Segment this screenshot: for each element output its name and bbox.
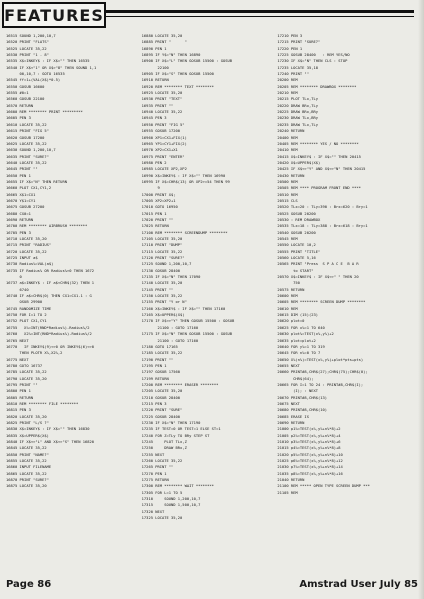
code-line: 20675 NEXT bbox=[277, 401, 300, 406]
code-line: 16870 PRINT "SURE?" bbox=[6, 478, 49, 483]
code-line: 16655 IF X$="N" THEN RETURN bbox=[6, 179, 67, 184]
listing-column-2 bbox=[142, 33, 273, 573]
section-title: FEATURES bbox=[2, 2, 106, 28]
code-line: 20230 DRAW TLx,BRy bbox=[277, 116, 318, 121]
code-line: 20615 DIM (15)(23) bbox=[277, 313, 318, 318]
code-line: 17150 LOCATE 35,22 bbox=[141, 294, 183, 299]
code-line: 16520 PRINT "FLATS" bbox=[6, 40, 49, 45]
code-line: 20560 LOCATE 5,16 bbox=[277, 256, 316, 261]
code-line: 17265 PRINT "" bbox=[141, 465, 174, 470]
code-line: 16795 PRINT "" bbox=[6, 382, 38, 387]
code-line: 20235 DRAW TLx,TLy bbox=[277, 122, 318, 127]
code-line: 17230 IF X$="N" THEN CLS : STOP bbox=[277, 59, 348, 64]
code-line: 21005 p2%=TEST(x%,y%+n%*8)+4 bbox=[277, 433, 341, 438]
code-line: 16850 PRINT "NAME?" bbox=[6, 452, 49, 457]
code-line: 20570 X$=INKEY$ : IF X$<>" " THEN 20 bbox=[277, 275, 359, 280]
code-line: 17199 RETURN bbox=[141, 376, 169, 381]
code-line: 16705 PEN 3 bbox=[6, 230, 31, 235]
code-line: 20555 PRINT "TITLE" bbox=[277, 249, 321, 254]
code-line: 16980 PEN 2 bbox=[141, 160, 167, 165]
code-line: 16650 PEN 1 bbox=[6, 173, 31, 178]
code-line: 16820 LOCATE 35,20 bbox=[6, 414, 47, 419]
code-line: 16600 REM ******** PRINT ********* bbox=[6, 110, 83, 115]
code-line: 16840 IF X$<>"L" AND X$<>"S" THEN 16820 bbox=[6, 440, 95, 444]
code-line: 16710 LOCATE 35,20 bbox=[6, 237, 47, 241]
code-line: 16865 LOCATE 35,22 bbox=[6, 471, 47, 476]
code-line: 16675 GOSUB 27200 bbox=[6, 205, 45, 210]
code-line: 20205 REM ******** DRAWBOX ******** bbox=[277, 84, 357, 89]
code-line: 16825 PRINT "L/S ?" bbox=[6, 420, 49, 425]
code-line: 20610 REM bbox=[277, 306, 298, 311]
code-line: 16770 IF INKEY$(9)<>0 OR INKEY$(6)<>0 bbox=[6, 344, 95, 349]
code-line: 16890 PEN 1 bbox=[141, 46, 167, 51]
code-line: 9 bbox=[141, 186, 160, 191]
code-line: 0 bbox=[6, 275, 22, 280]
code-line: 16785 LOCATE 35,22 bbox=[6, 370, 47, 375]
code-line: 20420 X$=UPPER$(X$) bbox=[277, 160, 321, 165]
code-line: 16920 REM ******** TEXT ******** bbox=[141, 84, 214, 89]
code-line: 00,10,7 : GOTO 16535 bbox=[6, 72, 65, 77]
code-line: 16745 RANDOMIZE TIME bbox=[6, 306, 52, 311]
code-line: 20680 PRINT#8,CHR$(10) bbox=[277, 408, 328, 413]
code-line: 20645 FOR n%=0 TO 7 bbox=[277, 351, 321, 356]
code-line: 16635 PRINT "SURE?" bbox=[6, 154, 49, 159]
code-line: 16730 Radius%=VAL(a$) bbox=[6, 262, 54, 267]
code-line: 20620 plot=0 bbox=[277, 319, 305, 324]
code-line: 17245 PLOT TLx,Z bbox=[141, 440, 187, 444]
code-line: 20210 REM bbox=[277, 91, 298, 96]
code-line: 17197 GOSUB 17560 bbox=[141, 370, 181, 375]
code-line: 21015 p4%=TEST(x%,y%+n%*8)+8 bbox=[277, 446, 341, 451]
code-line: 20630 plot%=TEST(x%,y%)+2 bbox=[277, 332, 334, 337]
code-line: 21040 RETURN bbox=[277, 478, 305, 483]
code-line: 16640 LOCATE 35,22 bbox=[6, 160, 47, 165]
code-line: 20215 PLOT TLx,TLy bbox=[277, 97, 318, 102]
code-line: 16800 PEN 1 bbox=[6, 389, 31, 394]
code-line: 20600 REM bbox=[277, 294, 298, 299]
code-line: 21025 p6%=TEST(x%,y%+n%*8)+12 bbox=[277, 459, 343, 464]
code-line: 16737 a$=INKEY$ : IF a$<CHR$(32) THEN 1 bbox=[6, 281, 95, 286]
code-line: 16995 IF X$=CHR$(13) OR XP2>=54 THEN 99 bbox=[141, 179, 230, 184]
code-line: 16895 IF Y$="N" THEN 16890 bbox=[141, 53, 201, 58]
code-line: 21105 REM bbox=[277, 490, 298, 495]
code-line: 16755 X%=INT(RND*Radius%)-Radius%/2 bbox=[6, 325, 90, 330]
code-line: 17130 GOSUB 28400 bbox=[141, 268, 181, 273]
code-line: 20400 REM bbox=[277, 135, 298, 140]
code-line: (I); : NEXT bbox=[277, 389, 318, 394]
code-line: 17270 PEN 1 bbox=[141, 471, 167, 476]
code-line: 17015 PEN 1 bbox=[141, 211, 167, 216]
code-line: 20670 PRINT#8,CHR$(13) bbox=[277, 395, 328, 400]
code-line: 16805 RETURN bbox=[6, 395, 34, 400]
code-line: 17100 REM ******** SCREENDUMP ******** bbox=[141, 230, 228, 235]
code-line: 16540 IF X$<"1" OR X$>"8" THEN SOUND 1,1 bbox=[6, 65, 97, 70]
code-line: 17235 LOCATE 35,18 bbox=[277, 65, 318, 70]
code-line: 17185 LOCATE 35,22 bbox=[141, 351, 183, 356]
code-line: 17005 XP2=XP2+1 bbox=[141, 198, 176, 203]
header-rule-thin bbox=[106, 16, 414, 17]
code-line: 17120 PRINT "SURE?" bbox=[141, 256, 185, 261]
code-line: 17230 IF X$="N" THEN 17190 bbox=[141, 420, 201, 425]
code-line: 16910 RETURN bbox=[141, 78, 169, 83]
code-line: 17000 PRINT X$; bbox=[141, 192, 176, 197]
code-line: 16525 LOCATE 35,22 bbox=[6, 46, 47, 51]
code-line: 17175 IF X$="N" THEN GOSUB 15500 : GOSUB bbox=[141, 332, 232, 337]
code-line: 16925 LOCATE 35,20 bbox=[141, 91, 183, 96]
code-line: 16765 NEXT bbox=[6, 338, 29, 343]
code-line: 16700 REM ******** AIRBRUSH ******** bbox=[6, 224, 88, 229]
code-line: 17220 PEN 1 bbox=[277, 46, 303, 51]
code-line: 20550 LOCATE 10,2 bbox=[277, 243, 316, 248]
code-line: 16750 FOR I=1 TO 2 bbox=[6, 313, 47, 318]
code-line: 17300 REM ******** WAIT ******** bbox=[141, 484, 214, 489]
code-line: 17010 GOTO 16950 bbox=[141, 205, 178, 210]
code-line: 16875 LOCATE 35,20 bbox=[6, 484, 47, 489]
code-line: 21000 p1%=TEST(x%,y%+n%*8)+2 bbox=[277, 427, 341, 432]
code-line: 16715 PRINT "RADIUS" bbox=[6, 243, 52, 248]
code-line: 21100 : GOTO 17160 bbox=[141, 325, 199, 330]
code-line: 20520 TLx=20 : TLy=390 : Brx=620 : Bry=1 bbox=[277, 205, 368, 210]
code-line: 20200 REM bbox=[277, 78, 298, 83]
code-line: 20240 RETURN bbox=[277, 129, 305, 134]
code-line: 16810 REM ******** FILE ******** bbox=[6, 401, 79, 406]
code-line: 17220 PRINT "SURE" bbox=[141, 408, 183, 413]
code-line: 20500 REM bbox=[277, 179, 298, 184]
page-footer bbox=[6, 579, 418, 593]
code-line: 17140 LOCATE 35,20 bbox=[141, 281, 183, 286]
header-rule bbox=[106, 10, 414, 13]
code-line: 20525 GOSUB 20200 bbox=[277, 211, 316, 216]
code-line: 16760 X2%=INT(RND*Radius%)-Radius%/2 bbox=[6, 332, 92, 337]
code-line: 21100 : GOTO 17160 bbox=[141, 338, 199, 343]
code-line: CHR$(64); bbox=[277, 376, 314, 381]
code-line: 17195 PEN 1 bbox=[141, 363, 167, 368]
code-line: 16855 LOCATE 35,22 bbox=[6, 459, 47, 464]
code-line: 17190 PRINT "" bbox=[141, 357, 174, 362]
code-line: 16645 PRINT "" bbox=[6, 167, 38, 172]
code-line: 16775 NEXT bbox=[6, 357, 29, 362]
code-line: 16905 IF X$="S" THEN GOSUB 15500 bbox=[141, 72, 214, 77]
code-line: 16885 PRINT " " bbox=[141, 40, 187, 45]
code-line: 16835 X$=UPPER$(X$) bbox=[6, 433, 49, 438]
code-line: 16860 INPUT FILENAME bbox=[6, 465, 52, 470]
code-line: 20605 REM ******** SCREEN DUMP ******** bbox=[277, 300, 366, 305]
code-line: 20225 DRAW BRx,BRy bbox=[277, 110, 318, 115]
code-line: 20650 X%(n%)=TEST(x%,y%)+plot*pts+pts) bbox=[277, 357, 364, 362]
code-line: 17275 RETURN bbox=[141, 478, 169, 483]
magazine-issue: Amstrad User July 85 bbox=[299, 579, 418, 590]
code-line: 21020 p5%=TEST(x%,y%+n%*8)+10 bbox=[277, 452, 343, 457]
code-line: 20635 plot=plot+2 bbox=[277, 338, 316, 343]
code-line: 16630 SOUND 1,200,10,7 bbox=[6, 148, 56, 153]
code-line: 17180 GOTO 17165 bbox=[141, 344, 178, 349]
code-line: 20410 REM bbox=[277, 148, 298, 153]
code-line: 20655 NEXT bbox=[277, 363, 300, 368]
code-line: 16880 LOCATE 35,20 bbox=[141, 34, 183, 38]
code-line: 20415 X$=INKEY$ : IF X$="" THEN 20415 bbox=[277, 154, 361, 159]
listing-column-3 bbox=[277, 33, 408, 573]
code-line: 20625 FOR x%=1 TO 640 bbox=[277, 325, 325, 330]
code-line: 20220 DRAW BRx,TLy bbox=[277, 103, 318, 108]
code-line: 750 bbox=[277, 281, 300, 286]
code-line: OSUB 29900 bbox=[6, 300, 43, 305]
code-line: 16615 PRINT "FIG 5" bbox=[6, 129, 49, 134]
code-line: 17315 SOUND 1,500,10,7 bbox=[141, 503, 201, 508]
code-line: 20405 REM ******** YES / NO ******** bbox=[277, 141, 359, 146]
code-line: 21010 p3%=TEST(x%,y%+n%*8)+6 bbox=[277, 440, 341, 444]
code-line: 16930 PRINT "TEXT" bbox=[141, 97, 183, 102]
code-line: 16780 GOTO 16737 bbox=[6, 363, 43, 368]
code-line: 16670 Y$1=CY1 bbox=[6, 198, 36, 203]
code-line: 16940 LOCATE 35,22 bbox=[141, 110, 183, 115]
code-line: 17210 PEN 3 bbox=[277, 34, 303, 38]
code-line: 21100 REM ***** OPEN TYPE SCREEN DUMP *** bbox=[277, 484, 370, 489]
code-line: 17255 NEXT bbox=[141, 452, 165, 457]
code-line: 16690 RETURN bbox=[6, 217, 34, 222]
page-edge-shadow bbox=[418, 0, 424, 599]
code-line: 17305 FOR L=1 TO 5 bbox=[141, 490, 183, 495]
code-line: 20575 RETURN bbox=[277, 287, 305, 292]
code-line: 16680 CX0=1 bbox=[6, 211, 31, 216]
code-line: 16620 GOSUB 17200 bbox=[6, 135, 45, 140]
code-line: 17115 LOCATE 35,22 bbox=[141, 249, 183, 254]
code-line: 20430 RETURN bbox=[277, 173, 305, 178]
code-line: 20535 TLx=18 : TLy=388 : Brx=618 : Bry=1 bbox=[277, 224, 368, 229]
code-line: 16965 YP1=CY1+FIX(2) bbox=[141, 141, 187, 146]
code-line: 17210 GOSUB 28400 bbox=[141, 395, 181, 400]
code-line: 17020 PRINT "" bbox=[141, 217, 174, 222]
code-line: 16515 SOUND 1,200,10,7 bbox=[6, 34, 56, 38]
code-line: 17225 GOSUB 28400 : REM YES/NO bbox=[277, 53, 350, 58]
code-line: 16960 XP1=CX1+FIX(1) bbox=[141, 135, 187, 140]
code-line: 16975 PRINT "ENTER" bbox=[141, 154, 185, 159]
code-line: 16990 X$=INKEY$ : IF X$="" THEN 16990 bbox=[141, 173, 226, 178]
code-line: 16535 X$=INKEY$ : IF X$="" THEN 16535 bbox=[6, 59, 90, 64]
code-line: to START" bbox=[277, 268, 314, 273]
code-line: 16605 PEN 3 bbox=[6, 116, 31, 121]
code-line: 22100 bbox=[141, 65, 169, 70]
code-line: 16830 X$=INKEY$ : IF X$="" THEN 16830 bbox=[6, 427, 90, 432]
section-header bbox=[2, 2, 414, 26]
code-line: 17135 IF X$="N" THEN 17090 bbox=[141, 275, 201, 280]
listing-columns bbox=[6, 33, 408, 573]
code-line: 16725 INPUT a$ bbox=[6, 256, 38, 261]
code-line: 21030 p7%=TEST(x%,y%+n%*8)+14 bbox=[277, 465, 343, 470]
code-line: 20640 FOR y%=1 TO 319 bbox=[277, 344, 325, 349]
code-line: 16950 PRINT "FIG 5" bbox=[141, 122, 185, 127]
code-line: 16740 IF a$=CHR$(0) THEN CX1=CX1-1 : G bbox=[6, 294, 92, 299]
code-line: 17170 IF X$<>"Y" THEN GOSUB 15500 : GOSUB bbox=[141, 319, 235, 324]
code-line: 16945 PEN 3 bbox=[141, 116, 167, 121]
code-line: 17240 FOR Z=TLy TO BRy STEP ST bbox=[141, 433, 210, 438]
listing-column-1 bbox=[6, 33, 137, 573]
code-line: 17325 LOCATE 35,20 bbox=[141, 516, 183, 521]
code-line: 20425 IF X$<>"Y" AND X$<>"N" THEN 20415 bbox=[277, 167, 366, 172]
code-line: 17215 PEN 3 bbox=[141, 401, 167, 406]
code-line: 16545 ff=1+(VAL(X$)*0.5) bbox=[6, 78, 61, 83]
code-line: 20690 RETURN bbox=[277, 420, 305, 425]
code-line: 16625 LOCATE 35,22 bbox=[6, 141, 47, 146]
page-number: Page 86 bbox=[6, 579, 52, 590]
code-line: 16720 LOCATE 35,22 bbox=[6, 249, 47, 254]
code-line: 17155 PRINT "Y or N" bbox=[141, 300, 187, 305]
code-line: 16610 LOCATE 35,22 bbox=[6, 122, 47, 127]
code-line: 16530 PRINT "1 - 8" bbox=[6, 53, 49, 58]
code-line: 17240 PRINT "" bbox=[277, 72, 309, 77]
code-line: 17160 X$=INKEY$ : IF X$="" THEN 17160 bbox=[141, 306, 226, 311]
code-line: 16815 PEN 3 bbox=[6, 408, 31, 413]
code-line: 17225 GOSUB 28400 bbox=[141, 414, 181, 419]
code-line: 16985 LOCATE XP2,XP2 bbox=[141, 167, 187, 172]
code-line: 17215 PRINT "SURE?" bbox=[277, 40, 321, 45]
code-line: 16752 PLOT CX1,CY1 bbox=[6, 319, 47, 324]
code-line: 16935 PRINT "" bbox=[141, 103, 174, 108]
code-line: 21035 p8%=TEST(x%,y%+n%*8)+16 bbox=[277, 471, 343, 476]
code-line: 17310 SOUND 1,200,10,7 bbox=[141, 497, 201, 502]
code-line: 16555 #0=1 bbox=[6, 91, 29, 96]
code-line: 16735 IF Radius% OR Radius%>0 THEN 1672 bbox=[6, 268, 95, 273]
code-line: 16550 GOSUB 16600 bbox=[6, 84, 45, 89]
code-line: 17235 IF TEST=0 OR TEST=1 ELSE ST=1 bbox=[141, 427, 221, 432]
code-line: 16970 XP2=CX1+X1 bbox=[141, 148, 178, 153]
code-line: 16665 X$1=CX1 bbox=[6, 192, 36, 197]
code-line: 17320 NEXT bbox=[141, 509, 165, 514]
code-line: 16900 IF X$="L" THEN GOSUB 15500 : GOSUB bbox=[141, 59, 232, 64]
code-line: 20565 PRINT "Press S P A C E B A R bbox=[277, 262, 359, 267]
code-line: 17025 RETURN bbox=[141, 224, 169, 229]
code-line: 20505 REM **** PROGRAM FRONT END **** bbox=[277, 186, 361, 191]
code-line: 16790 LOCATE 35,20 bbox=[6, 376, 47, 381]
code-line: 17165 X$=UPPER$(X$) bbox=[141, 313, 185, 318]
code-line: 6740 bbox=[6, 287, 29, 292]
code-line: 20545 REM bbox=[277, 237, 298, 241]
code-line: 20660 PRINT#8,CHR$(27);CHR$(75);CHR$(0); bbox=[277, 370, 368, 375]
code-line: 17145 PRINT "" bbox=[141, 287, 174, 292]
code-line: 20685 ERASE IS bbox=[277, 414, 309, 419]
code-line: 16955 GOSUB 17200 bbox=[141, 129, 181, 134]
code-line: 17200 REM ******** ERASER ******** bbox=[141, 382, 219, 387]
code-line: 17250 DRAW BRx,Z bbox=[141, 446, 187, 451]
code-line: THEN PLOTR X%,X2%,2 bbox=[6, 351, 63, 356]
code-line: 20515 CLS bbox=[277, 198, 298, 203]
code-line: 20510 REM bbox=[277, 192, 298, 197]
code-line: 17205 LOCATE 35,20 bbox=[141, 389, 183, 394]
code-line: 16660 PLOT CX1,CY1,2 bbox=[6, 186, 52, 191]
code-line: 20530 : REM DRAWBOX bbox=[277, 217, 321, 222]
code-line: 16570 RETURN bbox=[6, 103, 34, 108]
code-line: 17260 LOCATE 35,22 bbox=[141, 459, 183, 464]
code-line: 17125 SOUND 1,200,10,7 bbox=[141, 262, 192, 267]
code-line: 17110 PRINT "DUMP" bbox=[141, 243, 183, 248]
code-line: 16560 GOSUB 22100 bbox=[6, 97, 45, 102]
code-line: 16845 LOCATE 35,22 bbox=[6, 446, 47, 451]
code-line: 20540 GOSUB 20200 bbox=[277, 230, 316, 235]
code-line: 17105 LOCATE 35,20 bbox=[141, 237, 183, 241]
code-line: 20665 FOR I=1 TO 24 : PRINT#8,CHR$(I); bbox=[277, 382, 364, 387]
